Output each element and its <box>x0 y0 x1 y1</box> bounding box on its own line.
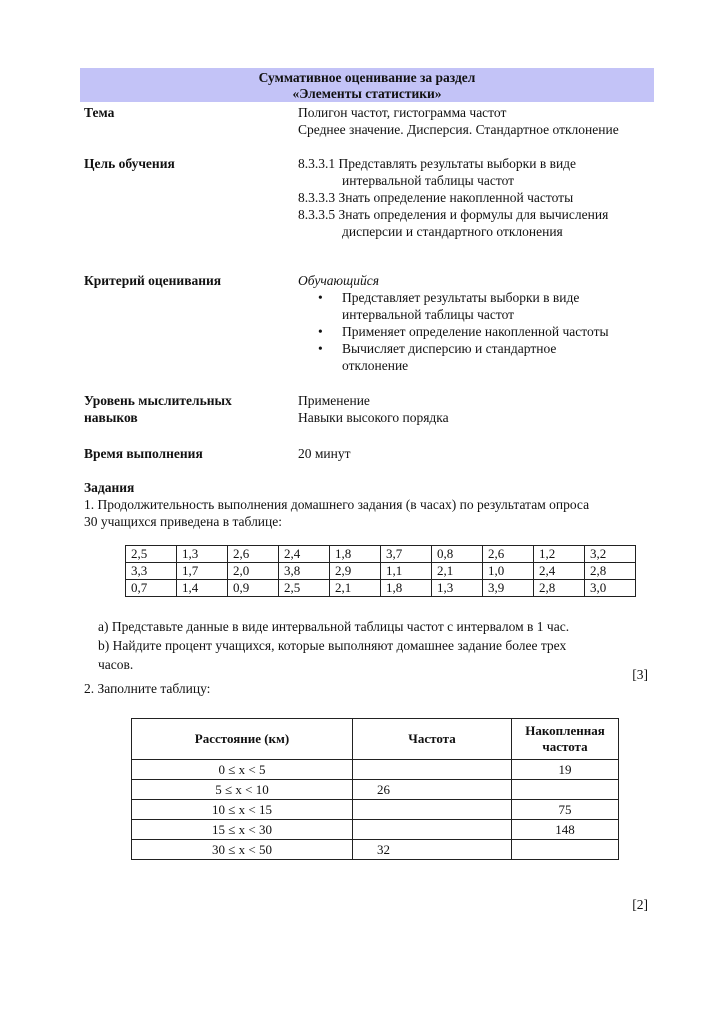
table-cell: 1,8 <box>381 580 432 597</box>
header-line-2: «Элементы статистики» <box>292 86 442 101</box>
score-task2: [2] <box>632 897 648 912</box>
table-cell-freq[interactable] <box>353 760 512 780</box>
table-cell: 3,7 <box>381 546 432 563</box>
col-header-frequency: Частота <box>353 719 512 760</box>
criteria-list <box>298 289 658 374</box>
criteria-intro: Обучающийся <box>298 273 380 288</box>
table-cell: 0,8 <box>432 546 483 563</box>
level-line: Навыки высокого порядка <box>298 410 449 425</box>
criteria-item: • Применяет определение накопленной частоты <box>298 323 658 340</box>
table-cell-range: 5 ≤ x < 10 <box>132 780 353 800</box>
col-header-distance: Расстояние (км) <box>132 719 353 760</box>
table-cell: 1,1 <box>381 563 432 580</box>
table-cell-range: 30 ≤ x < 50 <box>132 840 353 860</box>
question-b: часов. <box>98 657 134 672</box>
header-line-1: Суммативное оценивание за раздел <box>258 70 476 85</box>
level-value <box>298 392 658 426</box>
table-cell: 1,8 <box>330 546 381 563</box>
table-cell-range: 15 ≤ x < 30 <box>132 820 353 840</box>
level-label: Уровень мыслительных навыков <box>84 393 232 425</box>
topic-label: Тема <box>84 105 115 120</box>
task1-questions <box>98 617 658 674</box>
table-cell: 2,5 <box>279 580 330 597</box>
table-row <box>132 780 619 800</box>
task2-text: 2. Заполните таблицу: <box>84 681 211 696</box>
table-row <box>132 800 619 820</box>
criteria-item: • Представляет результаты выборки в виде интервальной таблицы частот <box>298 289 658 323</box>
table-cell: 3,3 <box>126 563 177 580</box>
table-cell: 3,9 <box>483 580 534 597</box>
table-cell: 0,7 <box>126 580 177 597</box>
level-line: Применение <box>298 393 370 408</box>
table-row <box>126 546 636 563</box>
table-row <box>132 840 619 860</box>
table-cell: 2,1 <box>432 563 483 580</box>
table-cell-cum[interactable]: 75 <box>512 800 619 820</box>
goal-line: дисперсии и стандартного отклонения <box>342 224 563 239</box>
table-cell: 2,0 <box>228 563 279 580</box>
criteria-value <box>298 272 658 374</box>
goal-line: 8.3.3.3 Знать определение накопленной частоты <box>298 190 574 205</box>
table-cell-freq[interactable]: 32 <box>353 840 512 860</box>
table-cell-cum[interactable] <box>512 780 619 800</box>
question-a: a) Представьте данные в виде интервальной таблицы частот с интервалом в 1 час. <box>98 619 570 634</box>
table-cell-range: 10 ≤ x < 15 <box>132 800 353 820</box>
table-cell: 3,2 <box>585 546 636 563</box>
table-cell-cum[interactable] <box>512 840 619 860</box>
goal-line: 8.3.3.1 Представлять результаты выборки в виде <box>298 156 577 171</box>
table-cell: 3,8 <box>279 563 330 580</box>
table-cell-freq[interactable] <box>353 800 512 820</box>
question-b: b) Найдите процент учащихся, которые выполняют домашнее задание более трех <box>98 638 567 653</box>
score-task1: [3] <box>632 667 648 682</box>
criteria-label: Критерий оценивания <box>84 273 222 288</box>
time-value: 20 минут <box>298 446 351 461</box>
goal-line: 8.3.3.5 Знать определения и формулы для вычисления <box>298 207 609 222</box>
table-cell: 2,8 <box>585 563 636 580</box>
tasks-intro <box>84 479 654 530</box>
time-label: Время выполнения <box>84 446 203 461</box>
table-cell: 2,8 <box>534 580 585 597</box>
table-row <box>132 820 619 840</box>
table-cell-cum[interactable]: 148 <box>512 820 619 840</box>
table-cell: 2,4 <box>279 546 330 563</box>
table-header-row <box>132 719 619 760</box>
tasks-title: Задания <box>84 480 135 495</box>
table-cell: 1,3 <box>177 546 228 563</box>
frequency-table <box>131 718 619 860</box>
col-header-cumulative: Накопленная частота <box>512 719 619 760</box>
goal-value <box>298 155 658 240</box>
table-cell: 2,9 <box>330 563 381 580</box>
table-cell: 0,9 <box>228 580 279 597</box>
table-cell-freq[interactable] <box>353 820 512 840</box>
table-cell: 2,1 <box>330 580 381 597</box>
table-cell: 2,6 <box>228 546 279 563</box>
task1-text: 1. Продолжительность выполнения домашнего задания (в часах) по результатам опроса <box>84 497 590 512</box>
table-cell-range: 0 ≤ x < 5 <box>132 760 353 780</box>
topic-value <box>298 104 658 138</box>
criteria-item: • Вычисляет дисперсию и стандартное отклонение <box>298 340 658 374</box>
section-header <box>80 68 654 102</box>
table-cell: 1,3 <box>432 580 483 597</box>
table-cell-freq[interactable]: 26 <box>353 780 512 800</box>
topic-line: Полигон частот, гистограмма частот <box>298 105 507 120</box>
table-row <box>126 580 636 597</box>
topic-line: Среднее значение. Дисперсия. Стандартное отклонение <box>298 122 619 137</box>
table-row <box>126 563 636 580</box>
table-row <box>132 760 619 780</box>
task1-text: 30 учащихся приведена в таблице: <box>84 514 282 529</box>
table-cell: 1,2 <box>534 546 585 563</box>
table-cell: 2,5 <box>126 546 177 563</box>
table-cell: 2,4 <box>534 563 585 580</box>
table-cell: 2,6 <box>483 546 534 563</box>
goal-label: Цель обучения <box>84 156 175 171</box>
table-cell: 1,4 <box>177 580 228 597</box>
table-cell-cum[interactable]: 19 <box>512 760 619 780</box>
table-cell: 1,7 <box>177 563 228 580</box>
table-cell: 1,0 <box>483 563 534 580</box>
hours-data-table <box>125 545 636 597</box>
goal-line: интервальной таблицы частот <box>342 173 515 188</box>
table-cell: 3,0 <box>585 580 636 597</box>
